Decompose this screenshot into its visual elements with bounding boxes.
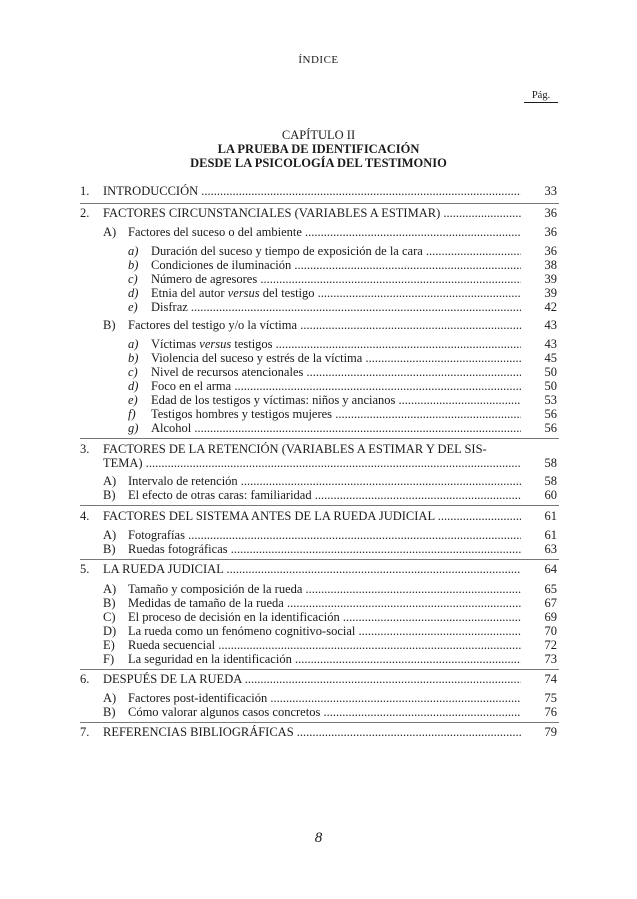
toc-entry-page: 45 [544, 351, 557, 365]
toc-entry[interactable] [0, 509, 637, 523]
toc-entry-page: 76 [544, 705, 557, 719]
toc-entry[interactable] [0, 318, 637, 332]
section-divider [80, 722, 559, 723]
toc-entry-page: 73 [544, 652, 557, 666]
toc-entry[interactable] [0, 542, 637, 556]
toc-entry[interactable] [0, 244, 637, 258]
toc-entry-number: A) [103, 691, 117, 705]
toc-entry-title: Nivel de recursos atencionales ..... [151, 365, 521, 379]
toc-entry-page: 42 [544, 300, 557, 314]
toc-entry[interactable] [0, 725, 637, 739]
toc-entry-number: 4. [80, 509, 90, 523]
toc-entry[interactable] [0, 393, 637, 407]
section-divider [80, 559, 559, 560]
toc-entry-title: Ruedas fotográficas ..... [128, 542, 521, 556]
toc-entry-page: 39 [544, 272, 557, 286]
section-divider [80, 669, 559, 670]
toc-entry-number: a) [128, 337, 139, 351]
toc-entry-title: Rueda secuencial ..... [128, 638, 521, 652]
toc-entry-page: 50 [544, 365, 557, 379]
toc-entry-title: Disfraz ..... [151, 300, 521, 314]
toc-entry-number: 3. [80, 442, 90, 456]
toc-entry-page: 56 [544, 421, 557, 435]
toc-entry-page: 61 [544, 528, 557, 542]
toc-entry-title: Factores del suceso o del ambiente ..... [128, 225, 521, 239]
toc-entry[interactable] [0, 258, 637, 272]
toc-entry-title: Condiciones de iluminación ..... [151, 258, 521, 272]
toc-entry-number: 5. [80, 562, 90, 576]
toc-entry[interactable] [0, 421, 637, 435]
toc-entry-number: e) [128, 393, 138, 407]
toc-entry[interactable] [0, 365, 637, 379]
toc-entry-title: FACTORES DE LA RETENCIÓN (VARIABLES A ESTIMAR Y DEL SIS- [103, 442, 487, 456]
toc-entry-page: 72 [544, 638, 557, 652]
toc-entry-title: El efecto de otras caras: familiaridad ..... [128, 488, 521, 502]
toc-entry-title: DESPUÉS DE LA RUEDA ..... [103, 672, 521, 686]
toc-entry[interactable] [0, 596, 637, 610]
toc-entry-page: 36 [544, 244, 557, 258]
chapter-title-line-2: DESDE LA PSICOLOGÍA DEL TESTIMONIO [190, 156, 447, 170]
toc-entry[interactable] [0, 379, 637, 393]
toc-entry-page: 56 [544, 407, 557, 421]
toc-entry-title-continuation: TEMA) ..... [103, 456, 521, 470]
page-column-label: Pág. [524, 90, 558, 103]
toc-entry-page: 70 [544, 624, 557, 638]
toc-entry-page: 39 [544, 286, 557, 300]
toc-entry-page: 67 [544, 596, 557, 610]
toc-entry-number: f) [128, 407, 136, 421]
toc-entry-title: Tamaño y composición de la rueda ..... [128, 582, 521, 596]
toc-entry-number: d) [128, 379, 139, 393]
toc-entry-page: 43 [544, 337, 557, 351]
toc-entry-number: A) [103, 528, 117, 542]
toc-entry-title: FACTORES CIRCUNSTANCIALES (VARIABLES A ESTIMAR) ..... [103, 206, 521, 220]
toc-entry-page: 36 [544, 225, 557, 239]
toc-entry[interactable] [0, 442, 637, 456]
toc-entry[interactable] [0, 184, 637, 198]
toc-entry[interactable] [0, 528, 637, 542]
section-divider [80, 203, 559, 204]
page-number: 8 [314, 830, 323, 846]
toc-entry-number: B) [103, 488, 116, 502]
toc-entry-title: Etnia del autor versus del testigo ..... [151, 286, 521, 300]
toc-entry-title: Número de agresores ..... [151, 272, 521, 286]
toc-entry-page: 53 [544, 393, 557, 407]
toc-entry-number: 6. [80, 672, 90, 686]
toc-entry[interactable] [0, 488, 637, 502]
toc-entry-number: g) [128, 421, 139, 435]
toc-entry-title: Duración del suceso y tiempo de exposición de la cara ..... [151, 244, 521, 258]
toc-entry-title: Edad de los testigos y víctimas: niños y ancianos ..... [151, 393, 521, 407]
toc-entry-number: B) [103, 318, 116, 332]
toc-entry-number: D) [103, 624, 117, 638]
toc-entry-number: F) [103, 652, 115, 666]
toc-entry[interactable] [0, 407, 637, 421]
toc-entry[interactable] [0, 562, 637, 576]
toc-entry-number: E) [103, 638, 115, 652]
toc-entry-title: INTRODUCCIÓN ..... [103, 184, 521, 198]
toc-entry[interactable] [0, 582, 637, 596]
toc-entry-number: B) [103, 705, 116, 719]
toc-entry-number: e) [128, 300, 138, 314]
toc-entry-title: La seguridad en la identificación ..... [128, 652, 521, 666]
toc-entry-title: Fotografías ..... [128, 528, 521, 542]
toc-entry-page: 50 [544, 379, 557, 393]
toc-entry-number: b) [128, 258, 139, 272]
toc-entry-number: 2. [80, 206, 90, 220]
toc-entry-number: d) [128, 286, 139, 300]
toc-entry-page: 74 [544, 672, 557, 686]
toc-entry[interactable] [0, 638, 637, 652]
toc-entry-title: La rueda como un fenómeno cognitivo-social ..... [128, 624, 521, 638]
toc-entry[interactable] [0, 624, 637, 638]
toc-entry[interactable] [0, 206, 637, 220]
toc-entry-page: 43 [544, 318, 557, 332]
toc-entry-page: 36 [544, 206, 557, 220]
toc-entry-number: A) [103, 225, 117, 239]
toc-entry[interactable] [0, 705, 637, 719]
toc-entry-page: 38 [544, 258, 557, 272]
toc-entry-number: 7. [80, 725, 90, 739]
toc-entry-title: El proceso de decisión en la identificación ..... [128, 610, 521, 624]
toc-entry-title: LA RUEDA JUDICIAL ..... [103, 562, 521, 576]
toc-entry[interactable] [0, 652, 637, 666]
toc-entry[interactable] [0, 351, 637, 365]
toc-entry-number: c) [128, 365, 138, 379]
toc-entry-page: 75 [544, 691, 557, 705]
toc-entry-title: Alcohol ..... [151, 421, 521, 435]
toc-entry-continuation[interactable] [0, 456, 637, 470]
toc-entry-title: Violencia del suceso y estrés de la víctima ..... [151, 351, 521, 365]
toc-entry-title: Cómo valorar algunos casos concretos ..... [128, 705, 521, 719]
toc-entry-title: Factores del testigo y/o la víctima ..... [128, 318, 521, 332]
toc-entry[interactable] [0, 300, 637, 314]
toc-entry-page: 65 [544, 582, 557, 596]
toc-entry[interactable] [0, 286, 637, 300]
chapter-title-line-1: LA PRUEBA DE IDENTIFICACIÓN [217, 142, 420, 156]
toc-entry-page: 69 [544, 610, 557, 624]
running-header: ÍNDICE [298, 54, 339, 66]
section-divider [80, 505, 559, 506]
toc-entry-title: REFERENCIAS BIBLIOGRÁFICAS ..... [103, 725, 521, 739]
toc-entry[interactable] [0, 672, 637, 686]
toc-entry-title: Foco en el arma ..... [151, 379, 521, 393]
toc-entry-title: Intervalo de retención ..... [128, 474, 521, 488]
toc-entry-title: Factores post-identificación ..... [128, 691, 521, 705]
chapter-label: CAPÍTULO II [281, 128, 356, 142]
toc-entry-title: FACTORES DEL SISTEMA ANTES DE LA RUEDA JUDICIAL ..... [103, 509, 521, 523]
toc-entry[interactable] [0, 610, 637, 624]
toc-entry-page: 61 [544, 509, 557, 523]
toc-entry-page: 60 [544, 488, 557, 502]
toc-entry-page: 79 [544, 725, 557, 739]
toc-entry-number: c) [128, 272, 138, 286]
section-divider [80, 438, 559, 439]
toc-entry-page: 58 [544, 456, 557, 470]
toc-entry-number: A) [103, 582, 117, 596]
toc-entry-number: 1. [80, 184, 90, 198]
toc-entry[interactable] [0, 691, 637, 705]
toc-entry-title: Víctimas versus testigos ..... [151, 337, 521, 351]
toc-entry-title: Medidas de tamaño de la rueda ..... [128, 596, 521, 610]
toc-entry-number: A) [103, 474, 117, 488]
toc-entry-number: b) [128, 351, 139, 365]
toc-entry-number: C) [103, 610, 116, 624]
toc-entry[interactable] [0, 337, 637, 351]
chapter-heading [0, 128, 637, 170]
toc-entry-page: 58 [544, 474, 557, 488]
toc-entry[interactable] [0, 474, 637, 488]
toc-entry-title: Testigos hombres y testigos mujeres ..... [151, 407, 521, 421]
toc-entry-page: 64 [544, 562, 557, 576]
toc-entry-number: B) [103, 542, 116, 556]
toc-entry-page: 33 [544, 184, 557, 198]
toc-entry[interactable] [0, 225, 637, 239]
toc-entry[interactable] [0, 272, 637, 286]
toc-entry-number: B) [103, 596, 116, 610]
toc-entry-page: 63 [544, 542, 557, 556]
toc-entry-number: a) [128, 244, 139, 258]
